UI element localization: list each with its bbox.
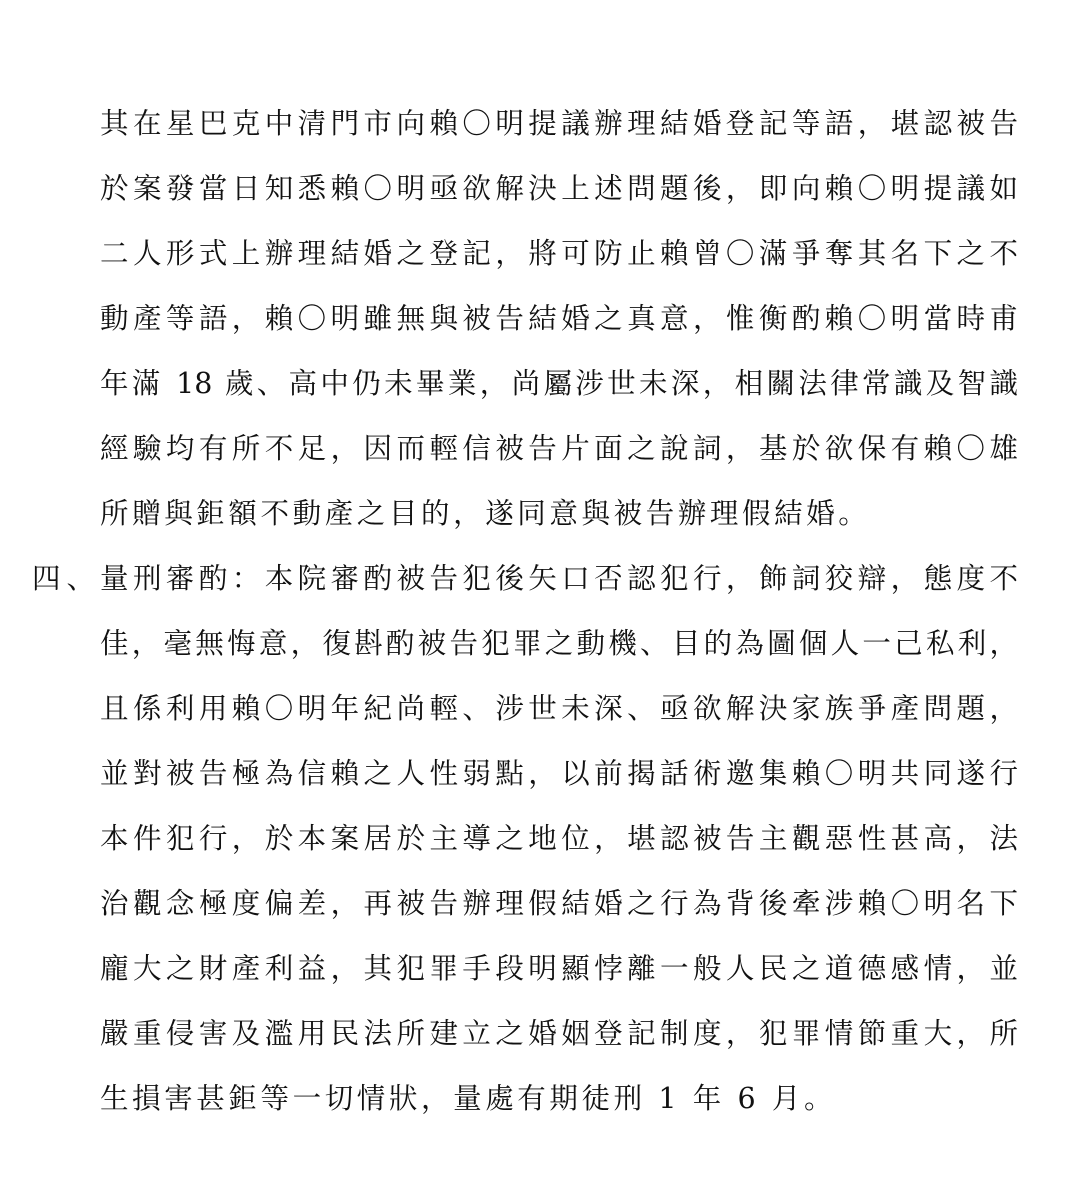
section-line: 量刑審酌：本院審酌被告犯後矢口否認犯行，飾詞狡辯，態度不 xyxy=(100,562,1018,595)
section-line: 並對被告極為信賴之人性弱點，以前揭話術邀集賴〇明共同遂行 xyxy=(100,757,1018,790)
paragraph-line: 所贈與鉅額不動產之目的，遂同意與被告辦理假結婚。 xyxy=(100,497,871,530)
section-marker: 四、 xyxy=(32,562,102,595)
paragraph-line: 二人形式上辦理結婚之登記，將可防止賴曾〇滿爭奪其名下之不 xyxy=(100,237,1018,270)
section-line: 治觀念極度偏差，再被告辦理假結婚之行為背後牽涉賴〇明名下 xyxy=(100,887,1018,920)
section-line: 佳，毫無悔意，復斟酌被告犯罪之動機、目的為圖個人一己私利， xyxy=(100,627,1018,660)
paragraph-line: 經驗均有所不足，因而輕信被告片面之說詞，基於欲保有賴〇雄 xyxy=(100,432,1018,465)
section-line: 龐大之財產利益，其犯罪手段明顯悖離一般人民之道德感情，並 xyxy=(100,952,1018,985)
section-line: 且係利用賴〇明年紀尚輕、涉世未深、亟欲解決家族爭產問題， xyxy=(100,692,1018,725)
section-line: 嚴重侵害及濫用民法所建立之婚姻登記制度，犯罪情節重大，所 xyxy=(100,1017,1018,1050)
paragraph-line: 其在星巴克中清門市向賴〇明提議辦理結婚登記等語，堪認被告 xyxy=(100,107,1018,140)
paragraph-line: 動產等語，賴〇明雖無與被告結婚之真意，惟衡酌賴〇明當時甫 xyxy=(100,302,1018,335)
section-line: 生損害甚鉅等一切情狀，量處有期徒刑 1 年 6 月。 xyxy=(100,1082,837,1115)
paragraph-line: 年滿 18 歲、高中仍未畢業，尚屬涉世未深，相關法律常識及智識 xyxy=(100,367,1018,400)
section-line: 本件犯行，於本案居於主導之地位，堪認被告主觀惡性甚高，法 xyxy=(100,822,1018,855)
paragraph-line: 於案發當日知悉賴〇明亟欲解決上述問題後，即向賴〇明提議如 xyxy=(100,172,1018,205)
